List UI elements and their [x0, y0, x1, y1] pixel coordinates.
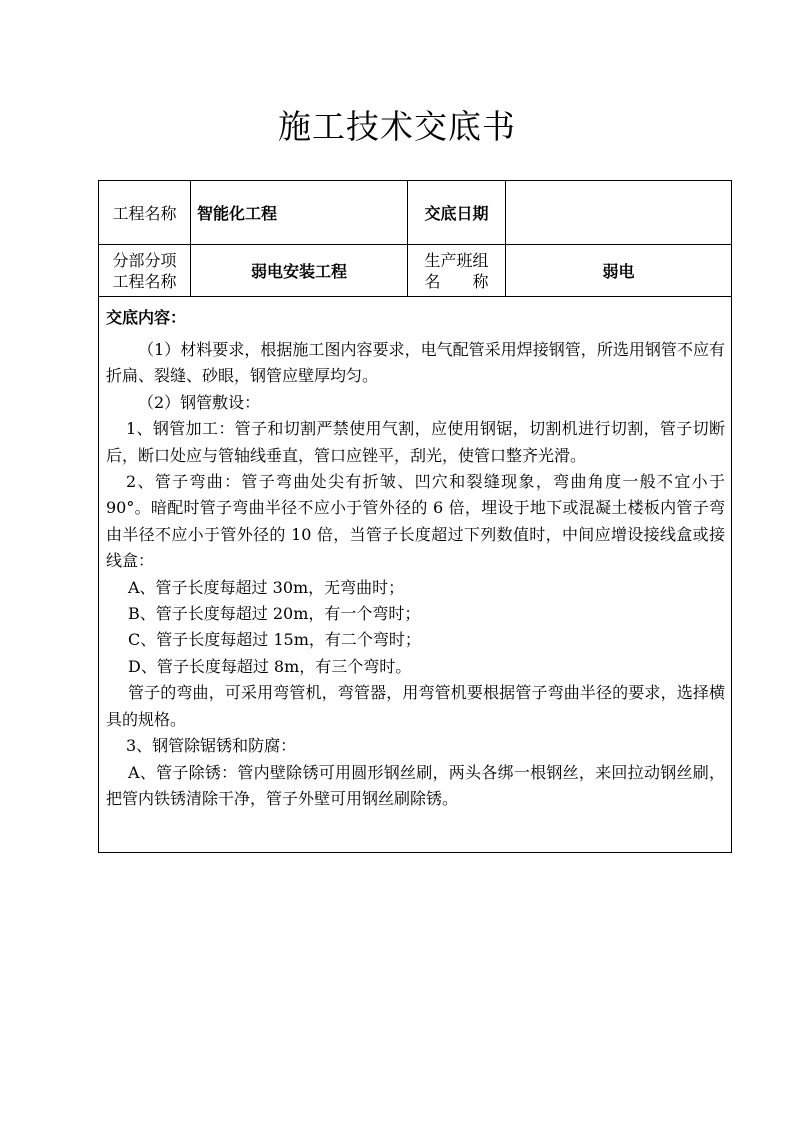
content-paragraph: A、管子长度每超过 30m，无弯曲时；	[128, 577, 405, 597]
content-paragraph: 2、管子弯曲：管子弯曲处尖有折皱、凹穴和裂缝现象，弯曲角度一般不宜小于 90°。暗配时管子弯曲半径不应小于管外径的 6 倍，埋设于地下或混凝土楼板内管子弯由半径不应小于管外径的 10 倍，当管子长度超过下列数值时，中间应增设接线盒或接线盒：	[106, 472, 725, 571]
content-paragraph: 3、钢管除锯锈和防腐：	[126, 736, 297, 756]
sub-project-label-line1: 分部分项	[112, 250, 177, 270]
content-paragraph: C、管子长度每超过 15m，有二个弯时；	[128, 630, 421, 650]
sub-project-value: 弱电安装工程	[191, 245, 408, 297]
team-label-line1: 生产班组	[424, 250, 489, 270]
document-title: 施工技术交底书	[278, 107, 516, 146]
content-paragraph: A、管子除锈：管内壁除锈可用圆形钢丝刷，两头各绑一根钢丝，来回拉动钢丝刷，把管内铁锈清除干净，管子外壁可用钢丝刷除锈。	[106, 762, 725, 808]
content-paragraph: （2）钢管敷设：	[138, 392, 261, 412]
content-paragraph: （1）材料要求，根据施工图内容要求，电气配管采用焊接钢管，所选用钢管不应有折扁、裂缝、砂眼，钢管应壁厚均匀。	[106, 340, 725, 386]
project-name-label: 工程名称	[99, 181, 191, 245]
sub-project-label-cell	[99, 245, 191, 297]
form-row-content	[99, 297, 732, 853]
content-paragraph: D、管子长度每超过 8m，有三个弯时。	[128, 656, 412, 676]
content-heading: 交底内容：	[106, 308, 187, 327]
form-row-project	[99, 181, 732, 245]
handover-form-table	[98, 180, 732, 853]
form-row-subproject	[99, 245, 732, 297]
team-label-line2: 名 称	[424, 271, 489, 291]
project-name-value: 智能化工程	[191, 181, 408, 245]
content-paragraph: B、管子长度每超过 20m，有一个弯时；	[128, 604, 421, 624]
handover-date-value	[506, 181, 732, 245]
handover-date-label: 交底日期	[408, 181, 506, 245]
content-paragraph: 1、钢管加工：管子和切割严禁使用气割，应使用钢锯，切割机进行切割，管子切断后，断口处应与管轴线垂直，管口应锉平，刮光，使管口整齐光滑。	[106, 419, 725, 465]
sub-project-label-line2: 工程名称	[112, 271, 177, 291]
team-value: 弱电	[506, 245, 732, 297]
handover-content-cell	[99, 297, 732, 853]
content-paragraph: 管子的弯曲，可采用弯管机，弯管器，用弯管机要根据管子弯曲半径的要求，选择横具的规格。	[106, 683, 725, 729]
team-label-cell	[408, 245, 506, 297]
